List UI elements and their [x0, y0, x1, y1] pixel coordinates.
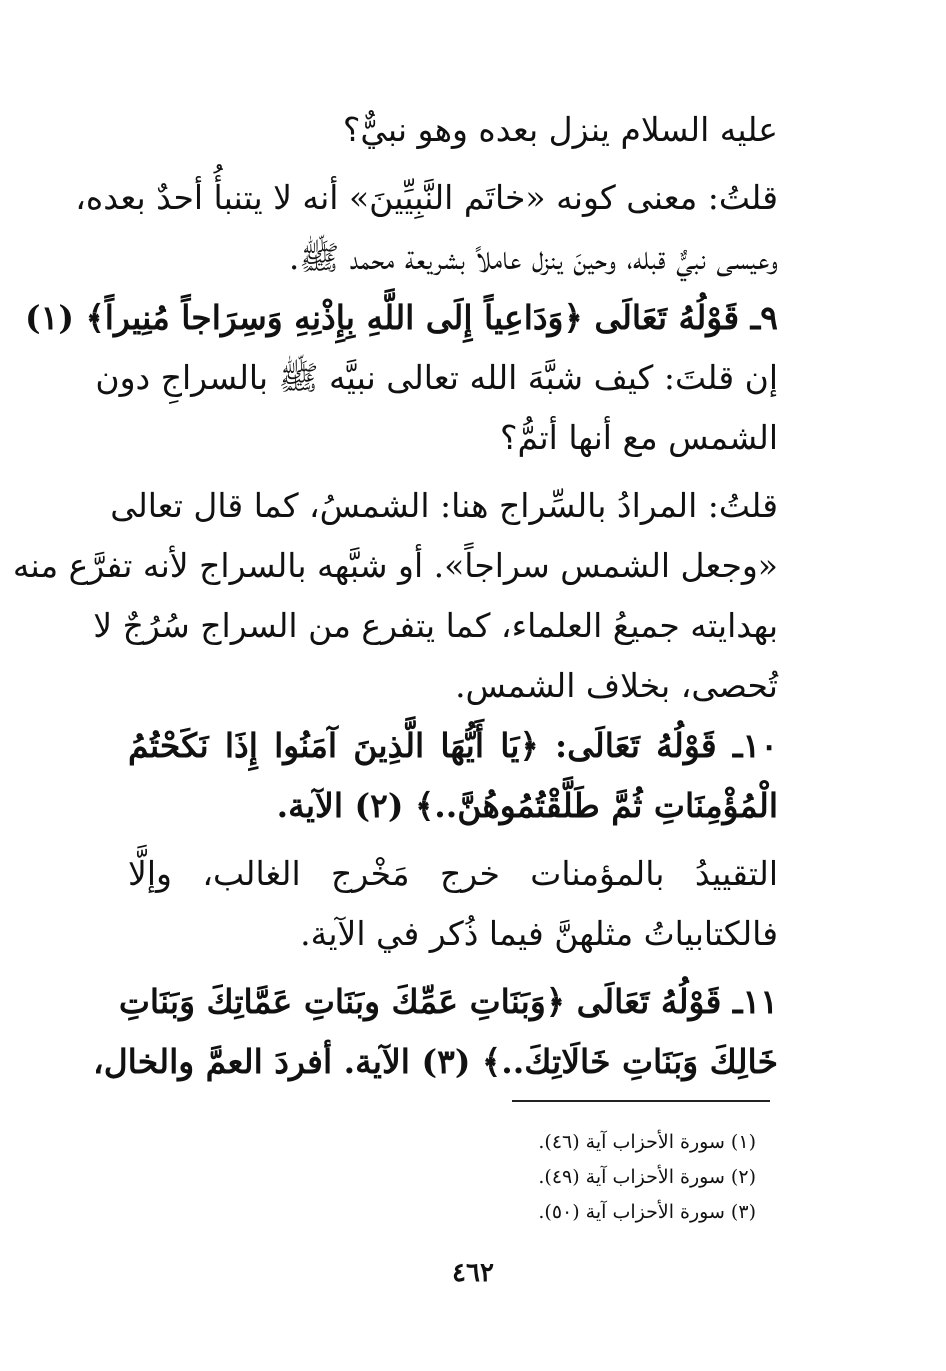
verse-heading: ٩ـ قَوْلُهُ تَعَالَى ﴿وَدَاعِياً إِلَى اللَّهِ بِإِذْنِهِ وَسِرَاجاً مُنِيراً﴾ (١) — [24, 298, 778, 337]
text-line: عليه السلام ينزل بعده وهو نبيٌّ؟ — [342, 110, 778, 149]
footnote-divider — [512, 1100, 770, 1102]
text-line: وعيسى نبيٌّ قبله، وحينَ ينزل عاملاً بشريعة محمد ﷺ. — [288, 238, 778, 277]
text-line: قلتُ: المرادُ بالسِّراج هنا: الشمسُ، كما قال تعالى — [110, 486, 778, 525]
text-line: بهدايته جميعُ العلماء، كما يتفرع من السراج سُرُجٌ لا — [93, 606, 778, 645]
footnotes — [538, 1125, 756, 1230]
verse-heading: ١٠ـ قَوْلُهُ تَعَالَى: ﴿يَا أَيُّهَا الَّذِينَ آمَنُوا إِذَا نَكَحْتُمُ — [128, 726, 778, 765]
main-text — [12, 100, 778, 1092]
text-line: «وجعل الشمس سراجاً». أو شبَّهه بالسراج لأنه تفرَّع منه — [12, 546, 778, 585]
footnote: (٣) سورة الأحزاب آية (٥٠). — [538, 1201, 756, 1223]
text-line: قلتُ: معنى كونه «خاتَم النَّبِيِّينَ» أنه لا يتنبأُ أحدٌ بعده، — [75, 178, 778, 217]
verse-heading: ١١ـ قَوْلُهُ تَعَالَى ﴿وَبَنَاتِ عَمِّكَ وبَنَاتِ عَمَّاتِكَ وَبَنَاتِ — [118, 982, 778, 1021]
footnote: (٢) سورة الأحزاب آية (٤٩). — [538, 1166, 756, 1188]
footnote: (١) سورة الأحزاب آية (٤٦). — [538, 1131, 756, 1153]
text-line: تُحصى، بخلاف الشمس. — [455, 666, 778, 705]
text-line: إن قلتَ: كيف شبَّهَ الله تعالى نبيَّه ﷺ بالسراجِ دون — [95, 358, 778, 397]
verse-heading: الْمُؤْمِنَاتِ ثُمَّ طَلَّقْتُمُوهُنَّ..﴾ (٢) الآية. — [276, 786, 778, 825]
page-number: ٤٦٢ — [452, 1258, 494, 1288]
text-line: فالكتابياتُ مثلهنَّ فيما ذُكر في الآية. — [300, 914, 778, 953]
verse-heading: خَالِكَ وَبَنَاتِ خَالَاتِكَ..﴾ (٣) الآية. أفردَ العمَّ والخال، — [93, 1042, 778, 1081]
text-line: الشمس مع أنها أتمُّ؟ — [500, 418, 778, 457]
text-line: التقييدُ بالمؤمنات خرج مَخْرج الغالب، وإلَّا — [128, 854, 778, 893]
